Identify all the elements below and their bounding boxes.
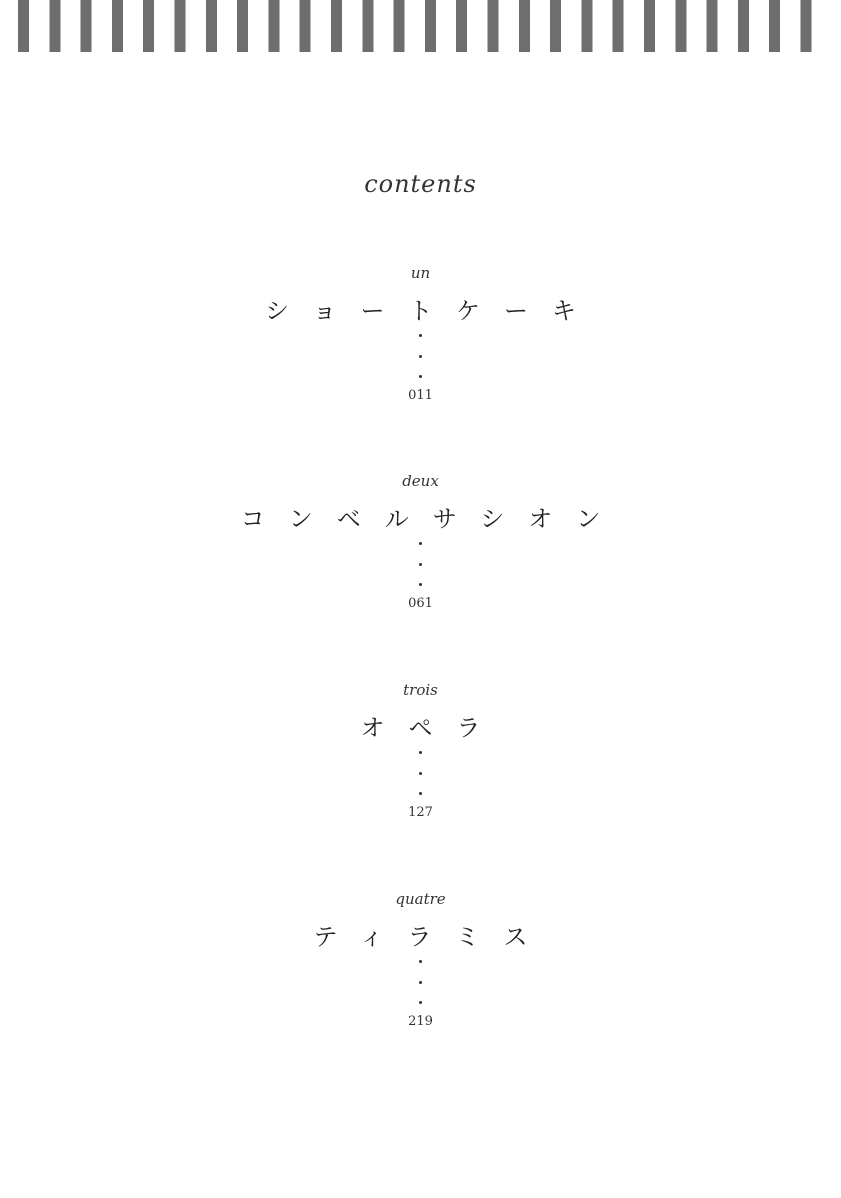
chapter-title: コンベルサシオン bbox=[240, 505, 625, 533]
page-title: contents bbox=[364, 170, 477, 198]
chapter-ordinal: trois bbox=[403, 681, 438, 699]
dot-leader bbox=[419, 960, 423, 1004]
chapter-title: オペラ bbox=[360, 714, 505, 742]
dot-leader bbox=[419, 542, 423, 586]
chapter-entry-2[interactable] bbox=[0, 470, 841, 611]
chapter-entry-1[interactable] bbox=[0, 262, 841, 403]
dot-leader bbox=[419, 334, 423, 378]
chapter-ordinal: un bbox=[410, 264, 431, 282]
chapter-title: ティラミス bbox=[313, 923, 552, 951]
chapter-ordinal: deux bbox=[402, 472, 439, 490]
chapter-page-number: 011 bbox=[408, 388, 433, 403]
chapter-page-number: 219 bbox=[408, 1014, 433, 1029]
decorative-stripe-border bbox=[18, 0, 830, 52]
chapter-ordinal: quatre bbox=[395, 890, 446, 908]
chapter-entry-4[interactable] bbox=[0, 888, 841, 1029]
chapter-page-number: 127 bbox=[408, 805, 433, 820]
chapter-entry-3[interactable] bbox=[0, 679, 841, 820]
chapter-page-number: 061 bbox=[408, 596, 433, 611]
chapter-title: ショートケーキ bbox=[264, 297, 601, 325]
dot-leader bbox=[419, 751, 423, 795]
